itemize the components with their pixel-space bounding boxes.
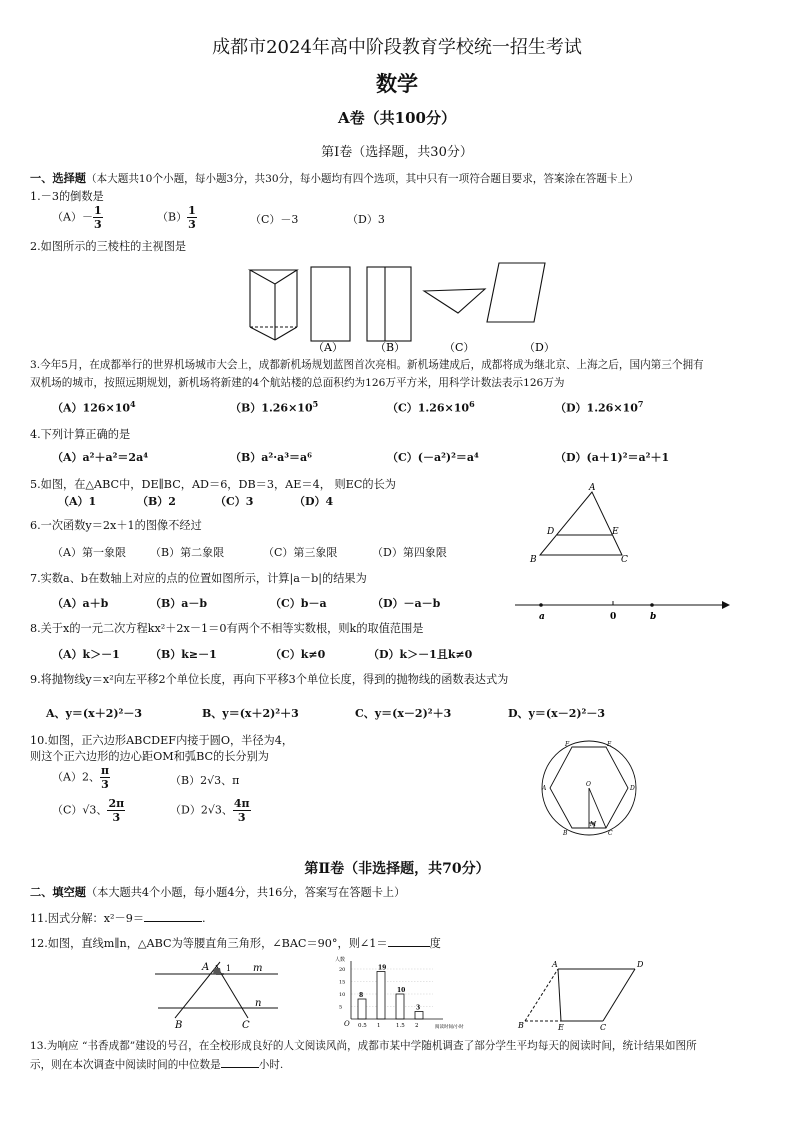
chart-origin: O <box>344 1020 350 1028</box>
svg-text:C: C <box>242 1020 250 1030</box>
q7-number-line <box>510 595 735 625</box>
q12-stem: 12.如图，直线m∥n，△ABC为等腰直角三角形，∠BAC＝90°，则∠1＝ 度 <box>30 937 441 950</box>
svg-text:C: C <box>608 830 613 837</box>
q13-line1: 13.为响应 “书香成都”建设的号召，在全校形成良好的人文阅读风尚，成都市某中学随机调查了部分学生平均每天的阅读时间，统计结果如图所 <box>30 1040 697 1052</box>
q6-stem: 6.一次函数y＝2x＋1的图像不经过 <box>30 519 202 532</box>
svg-text:1: 1 <box>226 964 232 973</box>
q9-stem: 9.将抛物线y＝x²向左平移2个单位长度，再向下平移3个单位长度，得到的抛物线的函数表达式为 <box>30 673 509 686</box>
q9-option-c: C、y＝(x－2)²＋3 <box>355 707 452 720</box>
svg-text:E: E <box>607 741 612 748</box>
exam-title: 成都市2024年高中阶段教育学校统一招生考试 <box>212 37 582 58</box>
svg-text:F: F <box>565 741 570 748</box>
q7-stem: 7.实数a、b在数轴上对应的点的位置如图所示，计算|a－b|的结果为 <box>30 572 367 585</box>
q5-option-c: （C）3 <box>215 495 254 508</box>
q3-option-d: $(D)1.26\times 10^7$ <box>555 399 644 415</box>
q10-hexagon-figure <box>530 738 650 838</box>
subject-title: 数学 <box>376 71 418 96</box>
svg-text:E: E <box>558 1023 564 1032</box>
q5-option-d: （D）4 <box>294 495 334 508</box>
q5-stem: 5.如图，在△ABC中，DE∥BC，AD＝6，DB＝3，AE＝4， 则EC的长为 <box>30 478 396 491</box>
svg-text:0: 0 <box>610 612 617 622</box>
q4-option-b: （B）a²·a³＝a⁶ <box>230 451 312 464</box>
q4-stem: 4.下列计算正确的是 <box>30 428 131 441</box>
q-parallelogram-figure <box>515 958 665 1033</box>
q7-option-a: （A）a＋b <box>52 597 109 610</box>
svg-text:B: B <box>518 1021 524 1030</box>
chart-ytick-label: 20 <box>339 967 346 973</box>
q3-option-b: $(B)1.26\times 10^5$ <box>230 399 319 415</box>
svg-text:b: b <box>650 612 657 622</box>
chart-ytick-label: 15 <box>339 979 346 986</box>
q5-option-b: （B）2 <box>137 495 176 508</box>
svg-text:m: m <box>253 963 263 974</box>
part1-title: 第Ⅰ卷（选择题，共30分） <box>321 145 473 160</box>
q2-figures <box>0 255 794 355</box>
q7-option-c: （C）b－a <box>270 597 327 610</box>
q2-label-d: （D） <box>524 341 555 354</box>
svg-text:D: D <box>630 785 635 792</box>
q6-option-d: （D）第四象限 <box>372 546 447 559</box>
svg-text:E: E <box>612 527 619 537</box>
q3-option-c: $(C)1.26\times 10^6$ <box>387 399 475 415</box>
chart-data-label: 10 <box>397 987 406 994</box>
q10-option-d: （D）2√3、 $\frac{4\pi}{3}$ <box>170 797 250 824</box>
q6-option-a: （A）第一象限 <box>52 546 126 559</box>
svg-text:D: D <box>637 960 644 969</box>
q2-label-c: （C） <box>444 341 475 354</box>
chart-data-label: 3 <box>416 1004 421 1012</box>
chart-data-label: 8 <box>359 992 364 999</box>
svg-text:B: B <box>175 1020 183 1030</box>
q6-option-b: （B）第二象限 <box>150 546 225 559</box>
q11-answer-blank[interactable] <box>144 910 202 922</box>
q13-answer-blank[interactable] <box>221 1056 259 1068</box>
q8-stem: 8.关于x的一元二次方程kx²＋2x－1＝0有两个不相等实数根，则k的取值范围是 <box>30 622 424 635</box>
q10-option-a: （A）2、 $\frac{\pi}{3}$ <box>52 764 110 791</box>
q2-stem: 2.如图所示的三棱柱的主视图是 <box>30 240 187 253</box>
chart-xlabel: 阅读时间/小时 <box>435 1025 464 1030</box>
svg-text:O: O <box>586 781 591 788</box>
chart-bar <box>358 999 366 1019</box>
q11-stem: 11.因式分解：x²－9＝ . <box>30 912 206 925</box>
q8-option-b: （B）k≥－1 <box>150 648 217 661</box>
q1-option-b: （B） $\frac{1}{3}$ <box>157 204 196 231</box>
chart-bar <box>415 1012 423 1020</box>
svg-text:M: M <box>590 821 597 828</box>
q7-option-d: （D）－a－b <box>372 597 441 610</box>
q12-answer-blank[interactable] <box>388 935 430 947</box>
q7-option-b: （B）a－b <box>150 597 208 610</box>
chart-bar <box>396 994 404 1019</box>
svg-text:C: C <box>600 1023 607 1032</box>
q3-option-a: $(A)126\times 10^4$ <box>52 399 136 415</box>
section1-header: 一、选择题（本大题共10个小题，每小题3分，共30分，每小题均有四个选项，其中只有一项符合题目要求，答案涂在答题卡上） <box>30 171 639 185</box>
svg-text:n: n <box>255 998 262 1009</box>
chart-xtick-label: 1.5 <box>396 1023 405 1029</box>
chart-xtick-label: 0.5 <box>358 1023 367 1029</box>
volume-title: A卷（共100分） <box>338 109 456 127</box>
svg-text:B: B <box>563 830 568 837</box>
q9-option-d: D、y＝(x－2)²－3 <box>508 707 606 720</box>
q13-line2: 示，则在本次调查中阅读时间的中位数是 小时. <box>30 1056 283 1072</box>
svg-text:a: a <box>539 612 545 622</box>
chart-ytick-label: 10 <box>339 992 346 998</box>
q10-option-b: （B）2√3、π <box>170 774 240 787</box>
q3-line2: 双机场的城市，按照远期规划，新机场将新建的4个航站楼的总面积约为126万平方米，用科学计数法表示126万为 <box>30 377 565 389</box>
q1-option-d: （D）3 <box>347 213 385 226</box>
chart-data-label: 19 <box>378 964 387 972</box>
q12-parallel-lines-figure <box>150 955 285 1030</box>
q8-option-a: （A）k＞－1 <box>52 648 120 661</box>
q10-line1: 10.如图，正六边形ABCDEF内接于圆O，半径为4， <box>30 734 294 747</box>
q1-option-a: （A）－ $\frac{1}{3}$ <box>52 204 102 231</box>
q6-option-c: （C）第三象限 <box>263 546 338 559</box>
q8-option-d: （D）k＞－1且k≠0 <box>368 648 473 661</box>
q4-option-d: （D）(a＋1)²＝a²＋1 <box>555 451 670 464</box>
q2-label-a: （A） <box>313 341 343 354</box>
q5-option-a: （A）1 <box>58 495 97 508</box>
q9-option-a: A、y＝(x＋2)²－3 <box>46 707 143 720</box>
svg-text:A: A <box>589 483 596 493</box>
chart-ylabel: 人数 <box>335 957 346 963</box>
chart-bar <box>377 972 385 1020</box>
svg-text:B: B <box>530 555 537 565</box>
q1-option-c: （C）－3 <box>250 213 299 226</box>
svg-text:A: A <box>202 962 210 973</box>
chart-xtick-label: 2 <box>415 1023 419 1029</box>
section2-header: 二、填空题（本大题共4个小题，每小题4分，共16分，答案写在答题卡上） <box>30 885 406 899</box>
chart-ytick-label: 5 <box>339 1004 343 1011</box>
q13-bar-chart <box>333 953 478 1035</box>
svg-text:D: D <box>547 527 555 537</box>
part2-title: 第Ⅱ卷（非选择题，共70分） <box>304 861 490 877</box>
q3-line1: 3.今年5月，在成都举行的世界机场城市大会上，成都新机场规划蓝图首次亮相。新机场建成后，成都将成为继北京、上海之后，国内第三个拥有 <box>30 359 704 371</box>
q2-label-b: （B） <box>375 341 406 354</box>
q10-option-c: （C）√3、 $\frac{2\pi}{3}$ <box>52 797 125 824</box>
q10-line2: 则这个正六边形的边心距OM和弧BC的长分别为 <box>30 750 269 763</box>
q1-stem: 1.－3的倒数是 <box>30 190 104 203</box>
chart-xtick-label: 1 <box>377 1023 381 1029</box>
q8-option-c: （C）k≠0 <box>270 648 326 661</box>
q5-triangle-figure <box>525 482 635 567</box>
svg-text:A: A <box>552 960 558 969</box>
q4-option-a: （A）a²＋a²＝2a⁴ <box>52 451 149 464</box>
q9-option-b: B、y＝(x＋2)²＋3 <box>202 707 299 720</box>
q4-option-c: （C）(－a²)²＝a⁴ <box>387 451 479 464</box>
svg-text:C: C <box>621 555 628 565</box>
svg-text:A: A <box>542 785 547 792</box>
